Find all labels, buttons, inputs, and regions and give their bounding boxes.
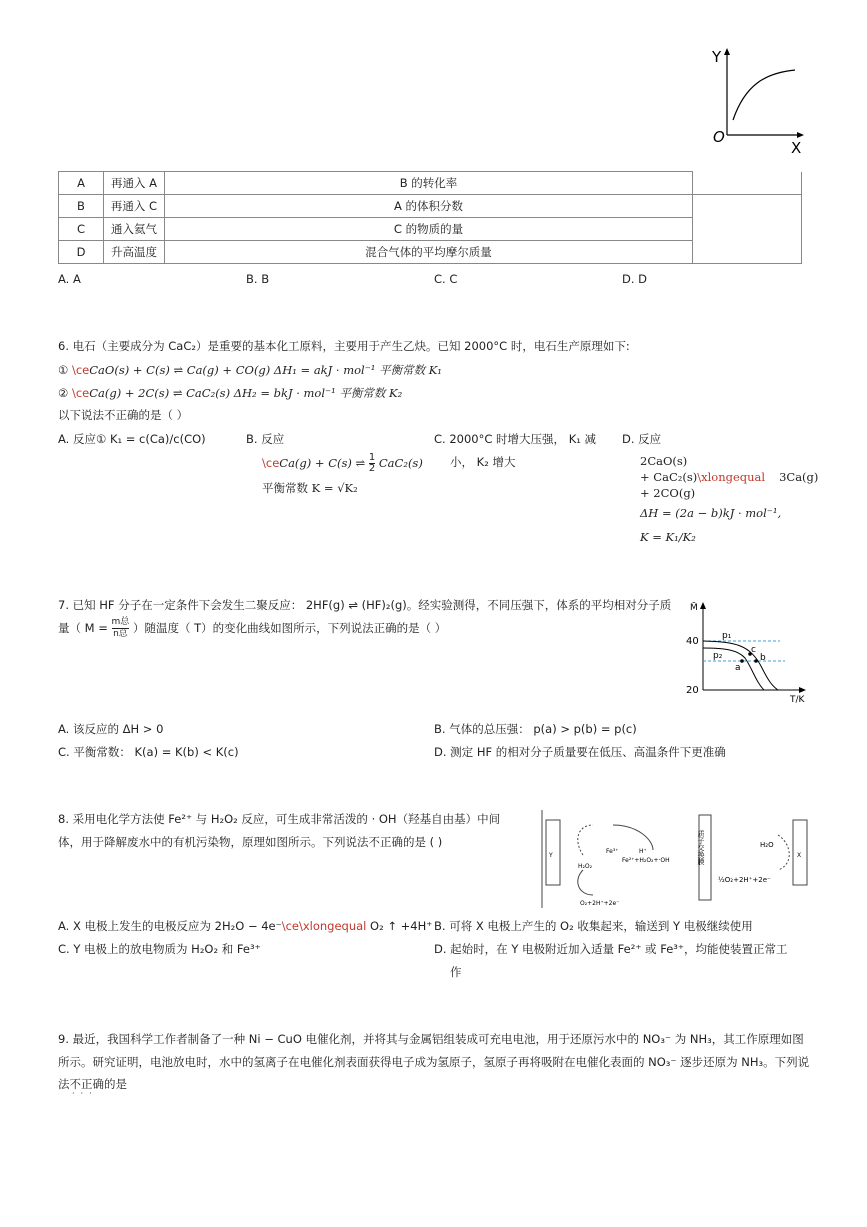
row-key: B	[59, 195, 104, 218]
fe2-eq: Fe²⁺+H₂O₂+·OH	[622, 857, 670, 864]
q7-line1: 7. 已知 HF 分子在一定条件下会发生二聚反应： 2HF(g) ⇌ (HF)₂(g)。经实验测得，不同压强下，体系的平均相对分子质	[58, 598, 672, 612]
q7-y40: 40	[686, 636, 699, 647]
q8-line2: 体，用于降解废水中的有机污染物，原理如图所示。下列说法不正确的是 ( )	[58, 835, 443, 849]
point-a	[740, 659, 744, 663]
row-key: C	[59, 218, 104, 241]
q6-choice-b-line2: 平衡常数 K = √K₂	[262, 481, 358, 495]
y-label: Y	[549, 852, 553, 859]
q6-d-l1: 2CaO(s)	[640, 454, 688, 468]
row-empty	[693, 241, 802, 264]
q8-a-post: O₂ ↑ +4H⁺	[366, 919, 433, 933]
eq2-red: \ce	[71, 386, 90, 400]
q6-choice-a: A. 反应① K₁ = c(Ca)/c(CO)	[58, 432, 206, 446]
h2o-label: H₂O	[760, 841, 774, 849]
emphasis-dots: ···	[72, 1089, 98, 1098]
row-y: A 的体积分数	[165, 195, 693, 218]
fe3-label: Fe³⁺	[606, 848, 619, 855]
q6-eq1	[58, 362, 442, 378]
q9-line3: 法不正确的是	[58, 1077, 127, 1091]
point-b	[754, 659, 758, 663]
q7-line2b: ）随温度（ T）的变化曲线如图所示，下列说法正确的是（ ）	[132, 621, 447, 635]
q7-choice-a: A. 该反应的 ΔH > 0	[58, 722, 164, 736]
q6-d-l5: K = K₁/K₂	[640, 530, 696, 544]
q6-choice-b-label: B. 反应	[246, 432, 285, 446]
q7-b: b	[760, 653, 766, 663]
q7-p2: p₂	[713, 651, 723, 661]
q8-choice-d1: D. 起始时，在 Y 电极附近加入适量 Fe²⁺ 或 Fe³⁺，均能使装置正常工	[434, 942, 788, 956]
q7-choice-b: B. 气体的总压强： p(a) > p(b) = p(c)	[434, 722, 637, 736]
origin-label: O	[713, 128, 725, 146]
b-red: \ce	[262, 456, 280, 470]
q7-c: c	[751, 645, 756, 655]
d-l2a: + CaC₂(s)	[640, 470, 698, 484]
q5-choice-a: A. A	[58, 272, 81, 286]
q8-a-red: \ce\xlongequal	[281, 919, 367, 933]
q9-line1: 9. 最近，我国科学工作者制备了一种 Ni − CuO 电催化剂，并将其与金属铝组装成可充电电池，用于还原污水中的 NO₃⁻ 为 NH₃，其工作原理如图	[58, 1032, 804, 1046]
eq1-red: \ce	[71, 363, 90, 377]
q6-eq2	[58, 385, 402, 401]
q8-choice-c: C. Y 电极上的放电物质为 H₂O₂ 和 Fe³⁺	[58, 942, 261, 956]
q7-y20: 20	[686, 685, 699, 696]
q6-stem: 6. 电石（主要成分为 CaC₂）是重要的基本化工原料，主要用于产生乙炔。已知 2000°C 时，电石生产原理如下:	[58, 339, 630, 353]
top-graph-curve	[733, 70, 795, 120]
q7-a: a	[735, 663, 741, 673]
row-key: A	[59, 172, 104, 195]
top-graph	[700, 40, 810, 160]
q8-choice-b: B. 可将 X 电极上产生的 O₂ 收集起来，输送到 Y 电极继续使用	[434, 919, 753, 933]
y-axis-label: Y	[712, 48, 722, 66]
q7-line2	[58, 617, 446, 640]
b-eq2: CaC₂(s)	[378, 456, 423, 470]
q6-d-l4: ΔH = (2a − b)kJ · mol⁻¹,	[640, 506, 782, 520]
row-action: 升高温度	[104, 241, 165, 264]
b-eq: Ca(g) + C(s) ⇌	[279, 456, 366, 470]
q7-line2a: 量（ M =	[58, 621, 108, 635]
table-row	[59, 218, 802, 241]
q8-choice-a	[58, 918, 432, 934]
x-axis-label: X	[791, 139, 802, 157]
q7-choice-c: C. 平衡常数： K(a) = K(b) < K(c)	[58, 745, 239, 759]
q5-choice-b: B. B	[246, 272, 270, 286]
b-frac-den: 2	[368, 463, 376, 474]
q7-choice-d: D. 测定 HF 的相对分子质量要在低压、高温条件下更准确	[434, 745, 726, 759]
q6-choice-c-line1: C. 2000°C 时增大压强， K₁ 减	[434, 432, 597, 446]
q8-line1: 8. 采用电化学方法使 Fe²⁺ 与 H₂O₂ 反应，可生成非常活泼的 · OH（羟基自由基）中间	[58, 812, 501, 826]
eq1-prefix: ①	[58, 363, 69, 377]
half-label: ½O₂+2H⁺+2e⁻	[718, 876, 771, 884]
q8-choice-d2: 作	[450, 965, 462, 979]
q7-y-axis: M̄	[690, 603, 698, 613]
q7-graph	[680, 598, 810, 708]
h-label: H⁺	[639, 848, 647, 855]
q5-choice-c: C. C	[434, 272, 458, 286]
q7-x-axis: T/K	[790, 695, 805, 705]
d-l2b: 3Ca(g)	[779, 470, 819, 484]
row-empty	[693, 195, 802, 218]
row-empty	[693, 172, 802, 195]
d-l2red: \xlongequal	[697, 470, 766, 484]
q6-choice-c-line2: 小， K₂ 增大	[450, 455, 516, 469]
h2o2-label: H₂O₂	[578, 863, 593, 870]
q6-choice-b-eq	[262, 453, 423, 474]
b-frac-num: 1	[368, 452, 376, 463]
x-label: X	[797, 852, 802, 859]
eq1-text: CaO(s) + C(s) ⇌ Ca(g) + CO(g) ΔH₁ = akJ · mol⁻¹ 平衡常数 K₁	[89, 363, 442, 377]
row-y: B 的转化率	[165, 172, 693, 195]
o2-label: O₂+2H⁺+2e⁻	[580, 900, 620, 907]
row-action: 再通入 A	[104, 172, 165, 195]
table-row	[59, 195, 802, 218]
row-action: 通入氦气	[104, 218, 165, 241]
row-y: 混合气体的平均摩尔质量	[165, 241, 693, 264]
q8-a-pre: A. X 电极上发生的电极反应为 2H₂O − 4e⁻	[58, 919, 282, 933]
q7-p1: p₁	[722, 631, 732, 641]
q5-choice-d: D. D	[622, 272, 648, 286]
q9-line2: 所示。研究证明，电池放电时，水中的氢离子在电催化剂表面获得电子成为氢原子，氢原子再将吸附在电催化表面的 NO₃⁻ 逐步还原为 NH₃。下列说	[58, 1055, 810, 1069]
q7-frac-num: m总	[111, 617, 130, 627]
options-table	[58, 171, 802, 264]
eq2-text: Ca(g) + 2C(s) ⇌ CaC₂(s) ΔH₂ = bkJ · mol⁻¹ 平衡常数 K₂	[89, 386, 403, 400]
q7-frac-den: n总	[113, 629, 128, 639]
table-row	[59, 172, 802, 195]
table-row	[59, 241, 802, 264]
row-key: D	[59, 241, 104, 264]
q6-d-l3: + 2CO(g)	[640, 486, 696, 500]
eq2-prefix: ②	[58, 386, 69, 400]
q6-question: 以下说法不正确的是（ ）	[58, 408, 189, 422]
row-action: 再通入 C	[104, 195, 165, 218]
q8-diagram	[538, 800, 813, 910]
q6-d-l2	[640, 470, 818, 484]
membrane-label: 质子交换膜	[697, 830, 705, 865]
row-y: C 的物质的量	[165, 218, 693, 241]
row-empty	[693, 218, 802, 241]
q6-choice-d-label: D. 反应	[622, 432, 662, 446]
